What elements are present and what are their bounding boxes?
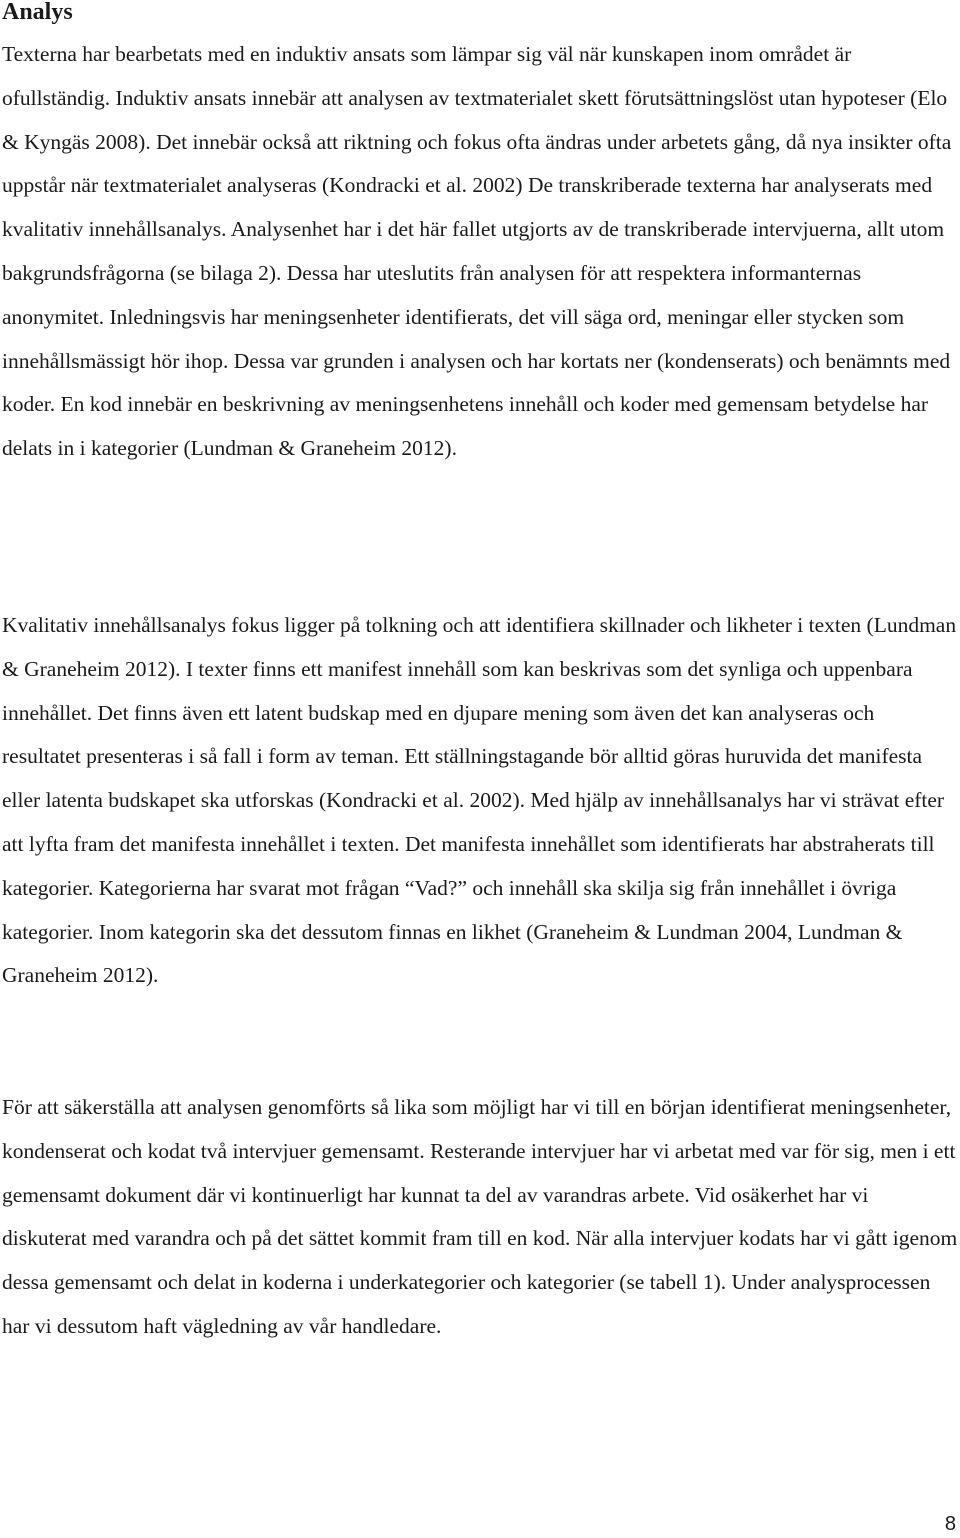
page-number: 8: [944, 1513, 956, 1535]
section-heading: Analys: [2, 0, 73, 25]
paragraph-2: Kvalitativ innehållsanalys fokus ligger på tolkning och att identifiera skillnader och likheter i texten (Lundman & Graneheim 2012). I texter finns ett manifest innehåll som kan beskrivas som det synliga och uppenbara innehållet. Det finns även ett latent budskap med en djupare mening som även det kan analyseras och resultatet presenteras i så fall i form av teman. Ett ställningstagande bör alltid göras huruvida det manifesta eller latenta budskapet ska utforskas (Kondracki et al. 2002). Med hjälp av innehållsanalys har vi strävat efter att lyfta fram det manifesta innehållet i texten. Det manifesta innehållet som identifierats har abstraherats till kategorier. Kategorierna har svarat mot frågan “Vad?” och innehåll ska skilja sig från innehållet i övriga kategorier. Inom kategorin ska det dessutom finnas en likhet (Graneheim & Lundman 2004, Lundman & Graneheim 2012).: [2, 613, 957, 988]
paragraph-1: Texterna har bearbetats med en induktiv ansats som lämpar sig väl när kunskapen inom området är ofullständig. Induktiv ansats innebär att analysen av textmaterialet skett förutsättningslöst utan hypoteser (Elo & Kyngäs 2008). Det innebär också att riktning och fokus ofta ändras under arbetets gång, då nya insikter ofta uppstår när textmaterialet analyseras (Kondracki et al. 2002) De transkriberade texterna har analyserats med kvalitativ innehållsanalys. Analysenhet har i det här fallet utgjorts av de transkriberade intervjuerna, allt utom bakgrundsfrågorna (se bilaga 2). Dessa har uteslutits från analysen för att respektera informanternas anonymitet. Inledningsvis har meningsenheter identifierats, det vill säga ord, meningar eller stycken som innehållsmässigt hör ihop. Dessa var grunden i analysen och har kortats ner (kondenserats) och benämnts med koder. En kod innebär en beskrivning av meningsenhetens innehåll och koder med gemensam betydelse har delats in i kategorier (Lundman & Graneheim 2012).: [2, 42, 952, 461]
paragraph-3: För att säkerställa att analysen genomförts så lika som möjligt har vi till en början identifierat meningsenheter, kondenserat och kodat två intervjuer gemensamt. Resterande intervjuer har vi arbetat med var för sig, men i ett gemensamt dokument där vi kontinuerligt har kunnat ta del av varandras arbete. Vid osäkerhet har vi diskuterat med varandra och på det sättet kommit fram till en kod. När alla intervjuer kodats har vi gått igenom dessa gemensamt och delat in koderna i underkategorier och kategorier (se tabell 1). Under analysprocessen har vi dessutom haft vägledning av vår handledare.: [2, 1095, 958, 1338]
